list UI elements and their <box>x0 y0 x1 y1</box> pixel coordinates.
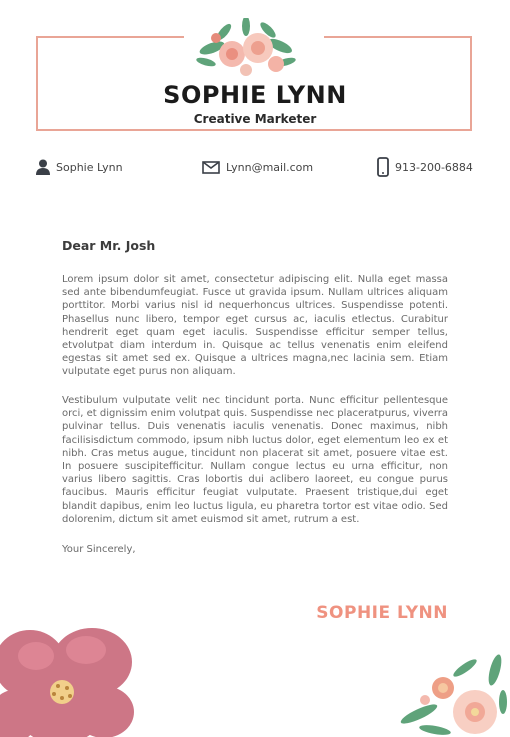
contact-email-text[interactable]: Lynn@mail.com <box>226 160 314 174</box>
contact-phone-text: 913-200-6884 <box>395 160 473 174</box>
person-icon <box>36 159 50 175</box>
letter-paragraph: Vestibulum vulputate velit nec tincidunt porta. Nunc efficitur pellentesque orci, et dignissim enim volutpat quis. Suspendisse nec placeratpurus, viverra pulvinar tellus. Duis venenatis iaculis venenatis. Donec maximus, nibh facilisisdictum commodo, ipsum nibh luctus dolor, eget elementum leo ex et nibh. Cras metus augue, tincidunt non placerat sit amet, posuere vitae est. In posuere suscipitefficitur. Nullam congue lectus eu urna efficitur, non varius libero sagittis. Cras lobortis dui aclibero laoreet, eu congue purus faucibus. Mauris efficitur feugiat vulputate. Praesent tristique,dui eget blandit dapibus, enim leo luctus ligula, eu pharetra tortor est vitae odio. Sed dolorenim, dictum sit amet euismod sit amet, rutrum a est. <box>62 395 448 525</box>
floral-decoration-bottom-right <box>395 652 510 737</box>
contact-name-text: Sophie Lynn <box>56 160 123 174</box>
mail-icon <box>202 161 220 174</box>
signature-name: SOPHIE LYNN <box>316 603 448 623</box>
phone-icon <box>377 157 389 177</box>
letter-closing: Your Sincerely, <box>62 544 136 555</box>
letter-greeting: Dear Mr. Josh <box>62 238 156 253</box>
contact-name <box>36 156 123 178</box>
header-role: Creative Marketer <box>193 112 317 126</box>
header-name: SOPHIE LYNN <box>163 81 347 109</box>
contact-email <box>202 156 313 178</box>
letter-paragraph: Lorem ipsum dolor sit amet, consectetur adipiscing elit. Nulla eget massa sed ante bibendumfeugiat. Fusce ut gravida ipsum. Nullam ultrices aliquam porttitor. Morbi varius nisl id nequerhoncus ultrices. Suspendisse potenti. Phasellus nunc libero, tempor eget cursus ac, iaculis etlectus. Curabitur hendrerit eget quam eget iaculis. Suspendisse efficitur semper tellus, etvolutpat diam interdum in. Quisque ac tellus venenatis enim eleifend egestas sit amet sed ex. Quisque a ultrices magna,nec lacinia sem. Etiam vulputate eget purus non aliquam. <box>62 274 448 378</box>
contact-phone <box>377 156 473 178</box>
floral-header-decoration <box>194 18 298 80</box>
flower-decoration-bottom-left <box>0 612 140 737</box>
